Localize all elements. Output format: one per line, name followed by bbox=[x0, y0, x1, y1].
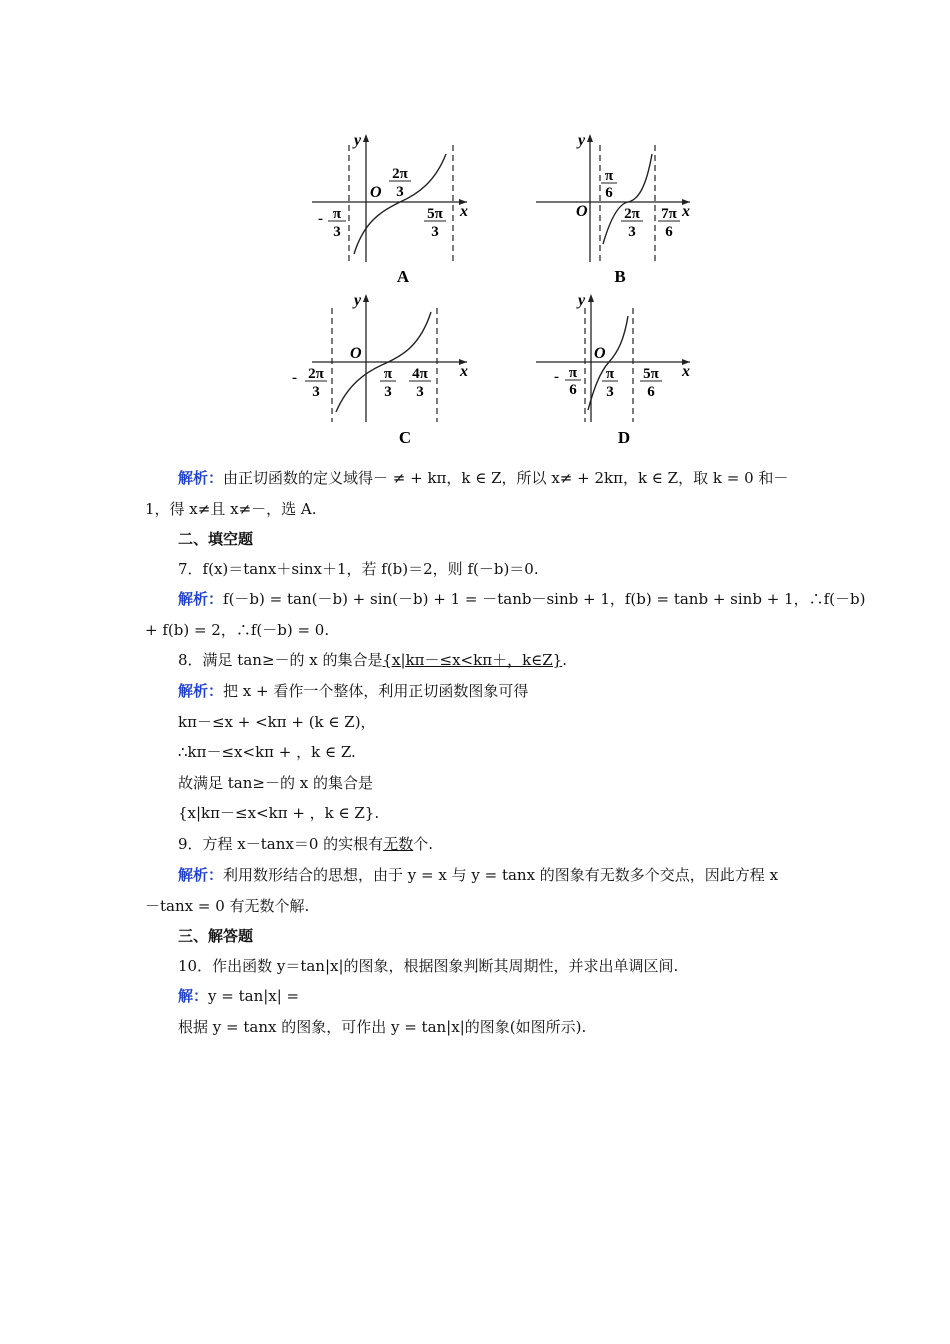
y-axis-label: y bbox=[354, 132, 362, 149]
x-axis-label: x bbox=[460, 363, 468, 380]
tick-denominator: 6 bbox=[605, 185, 613, 201]
tick-denominator: 3 bbox=[628, 224, 636, 240]
tick-denominator: 3 bbox=[312, 384, 320, 400]
question-9-end: 个. bbox=[413, 835, 433, 853]
graph-label: D bbox=[617, 428, 631, 447]
tick-sign: - bbox=[318, 211, 323, 227]
y-axis-arrow-icon bbox=[363, 134, 369, 142]
analysis-9 bbox=[178, 865, 778, 885]
analysis-label: 解析： bbox=[178, 590, 224, 608]
tick-numerator: 7π bbox=[661, 206, 677, 222]
tick-denominator: 6 bbox=[569, 382, 577, 398]
origin-label: O bbox=[370, 184, 382, 201]
tick-denominator: 3 bbox=[416, 384, 424, 400]
tick-denominator: 3 bbox=[396, 184, 404, 200]
analysis-text: 把 x + 看作一个整体，利用正切函数图象可得 bbox=[223, 682, 529, 700]
question-9 bbox=[178, 834, 433, 854]
graph-c bbox=[292, 292, 468, 447]
section-heading-solve: 三、解答题 bbox=[178, 927, 254, 945]
solution-10 bbox=[178, 986, 299, 1006]
y-axis-label: y bbox=[578, 132, 586, 149]
y-axis-arrow-icon bbox=[588, 294, 594, 302]
tick-numerator: π bbox=[332, 206, 342, 222]
graph-b bbox=[536, 132, 690, 286]
origin-label: O bbox=[576, 203, 588, 220]
tick-denominator: 6 bbox=[647, 384, 655, 400]
analysis-7 bbox=[178, 589, 865, 609]
graph-label: A bbox=[396, 267, 410, 286]
analysis-8 bbox=[178, 681, 528, 701]
tick-numerator: π bbox=[604, 168, 614, 184]
graph-label: B bbox=[614, 267, 626, 286]
analysis-8-line-2: kπ－≤x + <kπ + (k ∈ Z)， bbox=[178, 713, 376, 731]
origin-label: O bbox=[350, 345, 362, 362]
tick-numerator: 5π bbox=[427, 206, 443, 222]
tick-numerator: 2π bbox=[308, 366, 324, 382]
analysis-8-line-5: {x|kπ－≤x<kπ + ，k ∈ Z}. bbox=[178, 804, 380, 822]
origin-label: O bbox=[594, 345, 606, 362]
tick-sign: - bbox=[554, 369, 559, 385]
section-heading-fill-blank: 二、填空题 bbox=[178, 530, 254, 548]
analysis-label: 解析： bbox=[178, 682, 224, 700]
question-8 bbox=[178, 650, 567, 670]
analysis-9-cont: －tanx = 0 有无数个解. bbox=[145, 897, 310, 915]
question-7: 7．f(x)＝tanx＋sinx＋1，若 f(b)＝2，则 f(－b)＝0. bbox=[178, 560, 539, 578]
tick-numerator: 5π bbox=[643, 366, 659, 382]
analysis-text: 由正切函数的定义域得－ ≠ + kπ，k ∈ Z，所以 x≠ + 2kπ，k ∈ Z，取 k = 0 和－ bbox=[223, 469, 789, 487]
x-axis-label: x bbox=[682, 203, 690, 220]
tick-numerator: π bbox=[383, 366, 393, 382]
y-axis-label: y bbox=[354, 292, 362, 309]
question-8-answer: {x|kπ－≤x<kπ＋，k∈Z} bbox=[382, 651, 563, 669]
solution-text: y = tan|x| = bbox=[208, 987, 300, 1005]
analysis-8-line-4: 故满足 tan≥－的 x 的集合是 bbox=[178, 774, 373, 792]
tick-denominator: 3 bbox=[333, 224, 341, 240]
graph-label: C bbox=[398, 428, 412, 447]
tick-denominator: 3 bbox=[431, 224, 439, 240]
tick-numerator: 2π bbox=[392, 166, 408, 182]
graph-a bbox=[312, 132, 468, 286]
y-axis-label: y bbox=[578, 292, 586, 309]
solution-10-line-2: 根据 y = tanx 的图象，可作出 y = tan|x|的图象(如图所示). bbox=[178, 1018, 587, 1036]
tick-numerator: 2π bbox=[624, 206, 640, 222]
tick-sign: - bbox=[292, 370, 297, 386]
question-9-text: 9．方程 x－tanx＝0 的实根有 bbox=[178, 835, 384, 853]
question-10: 10．作出函数 y＝tan|x|的图象，根据图象判断其周期性，并求出单调区间. bbox=[178, 957, 679, 975]
analysis-paragraph-1 bbox=[178, 468, 788, 488]
analysis-8-line-3: ∴kπ－≤x<kπ + ，k ∈ Z. bbox=[178, 743, 356, 761]
graph-d bbox=[536, 292, 690, 447]
tick-denominator: 3 bbox=[606, 384, 614, 400]
solution-label: 解： bbox=[178, 987, 209, 1005]
y-axis-arrow-icon bbox=[587, 134, 593, 142]
x-axis-label: x bbox=[682, 363, 690, 380]
y-axis-arrow-icon bbox=[363, 294, 369, 302]
analysis-7-cont: + f(b) = 2，∴f(－b) = 0. bbox=[145, 621, 330, 639]
question-8-text: 8．满足 tan≥－的 x 的集合是 bbox=[178, 651, 383, 669]
analysis-label: 解析： bbox=[178, 469, 224, 487]
tick-denominator: 3 bbox=[384, 384, 392, 400]
analysis-text: f(－b) = tan(－b) + sin(－b) + 1 = －tanb－sinb + 1，f(b) = tanb + sinb + 1，∴f(－b) bbox=[223, 590, 866, 608]
tick-numerator: π bbox=[568, 365, 578, 381]
tick-denominator: 6 bbox=[665, 224, 673, 240]
analysis-label: 解析： bbox=[178, 866, 224, 884]
analysis-paragraph-1-cont: 1，得 x≠且 x≠－，选 A. bbox=[145, 500, 317, 518]
question-8-end: . bbox=[562, 651, 568, 669]
x-axis-label: x bbox=[460, 203, 468, 220]
tick-numerator: 4π bbox=[412, 366, 428, 382]
question-9-answer: 无数 bbox=[383, 835, 414, 853]
tick-numerator: π bbox=[605, 366, 615, 382]
analysis-text: 利用数形结合的思想，由于 y = x 与 y = tanx 的图象有无数多个交点，因此方程 x bbox=[223, 866, 779, 884]
answer-choice-graphs bbox=[0, 0, 950, 460]
